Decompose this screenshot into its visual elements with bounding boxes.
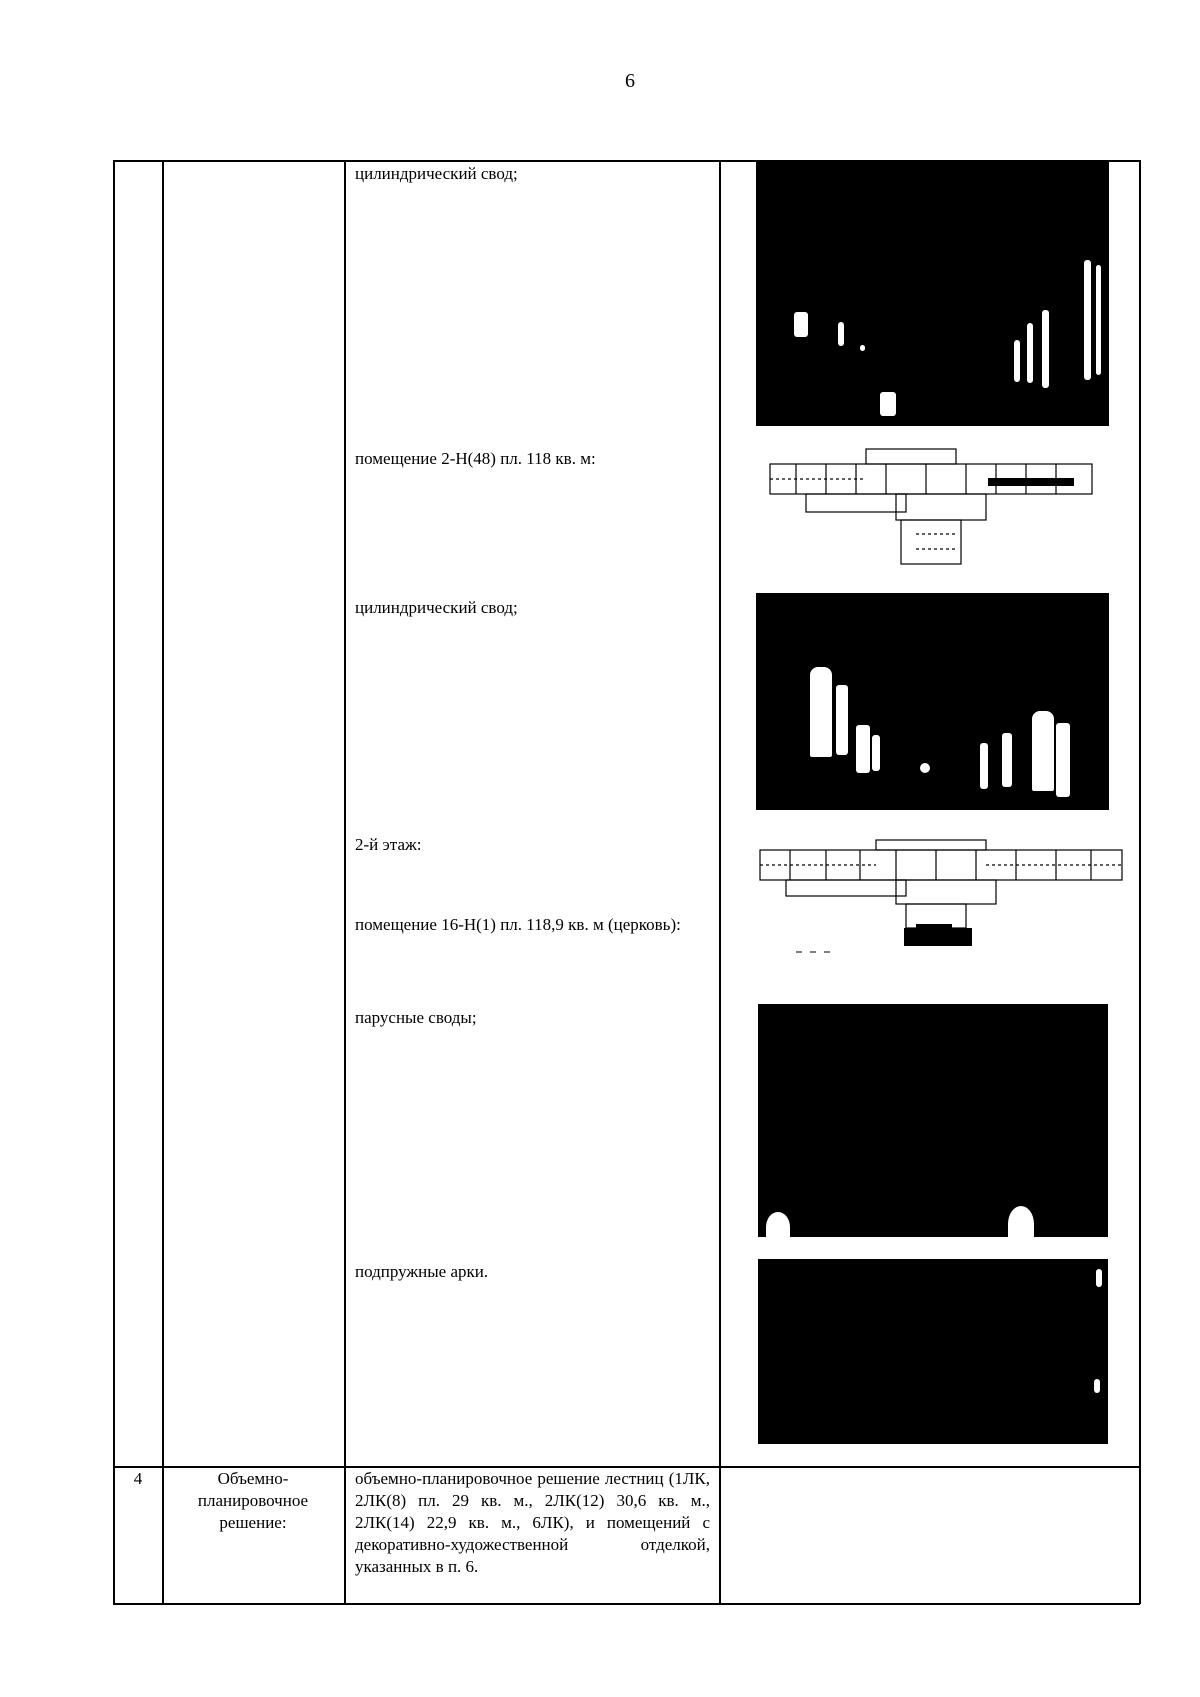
row4-description: объемно-планировочное решение лестниц (1ЛК, 2ЛК(8) пл. 29 кв. м., 2ЛК(12) 30,6 кв. м., 2ЛК(14) 22,9 кв. м., 6ЛК), и помещений с декоративно-художественной отделкой, указанных в п. 6. [355, 1469, 710, 1576]
arch-photo-icon [758, 1259, 1108, 1444]
item-sail-vaults: парусные своды; [355, 1008, 477, 1027]
table-bottom-border [113, 1603, 1140, 1605]
col-separator-2 [344, 160, 346, 1604]
col-separator-3 [719, 160, 721, 1604]
vault-photo-icon [758, 1004, 1108, 1237]
floor-plan-icon [756, 838, 1126, 958]
table-right-border [1139, 160, 1141, 1604]
page-number: 6 [625, 70, 635, 92]
item-cylindrical-vault-1: цилиндрический свод; [355, 164, 518, 183]
item-room-16n1: помещение 16-Н(1) пл. 118,9 кв. м (церковь): [355, 915, 681, 934]
row4-name: Объемно-планировочное решение: [197, 1469, 309, 1532]
row4-number: 4 [133, 1469, 143, 1488]
item-spring-arches: подпружные арки. [355, 1262, 489, 1281]
floor-plan-icon [766, 444, 1096, 574]
vault-photo-icon [756, 593, 1109, 810]
item-cylindrical-vault-2: цилиндрический свод; [355, 598, 518, 617]
item-room-2n48: помещение 2-Н(48) пл. 118 кв. м: [355, 449, 596, 468]
vault-photo-icon [756, 160, 1109, 426]
col-separator-1 [162, 160, 164, 1604]
item-second-floor: 2-й этаж: [355, 835, 422, 854]
table-left-border [113, 160, 115, 1604]
